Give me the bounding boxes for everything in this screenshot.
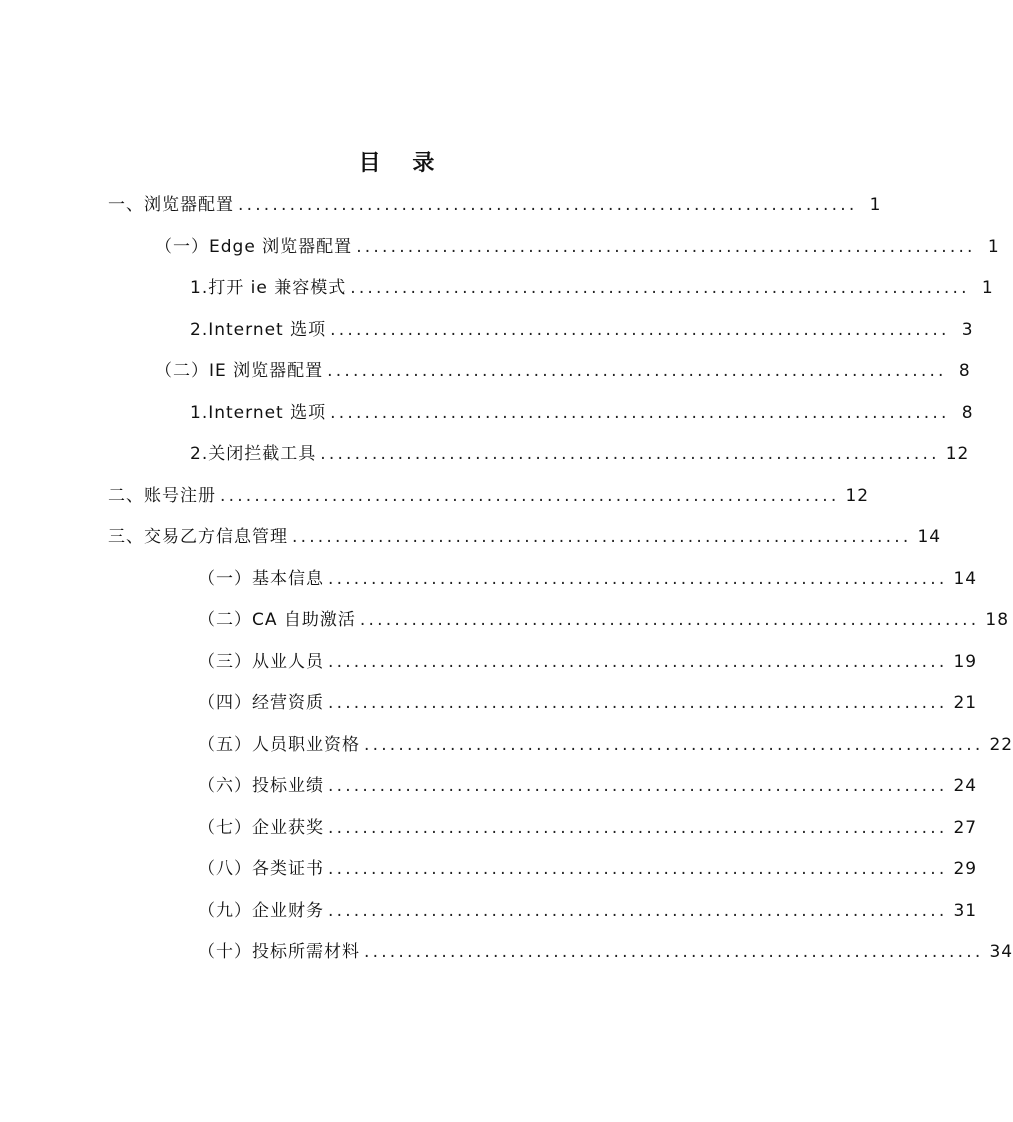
- toc-entry[interactable]: [0, 524, 942, 550]
- toc-entry[interactable]: [0, 234, 1000, 260]
- toc-leader-dots: ........................................................................: [320, 444, 940, 464]
- toc-entry-label: 1.Internet 选项: [190, 402, 327, 423]
- toc-entry-page: 12: [945, 444, 970, 464]
- toc-entry[interactable]: [0, 566, 978, 592]
- toc-entry-page: 8: [958, 361, 971, 381]
- toc-entry[interactable]: [0, 690, 978, 716]
- toc-entry-page: 14: [917, 527, 942, 547]
- toc-entry-label: （九）企业财务: [198, 900, 324, 921]
- toc-entry-label: （八）各类证书: [198, 859, 324, 879]
- toc-leader-dots: ........................................................................: [328, 817, 948, 838]
- toc-entry-page: 31: [953, 900, 978, 921]
- toc-leader-dots: ........................................................................: [364, 734, 984, 755]
- toc-entry[interactable]: [0, 773, 978, 799]
- toc-entry[interactable]: [0, 441, 970, 467]
- toc-entry[interactable]: [0, 856, 978, 882]
- toc-entry-page: 29: [953, 859, 978, 879]
- toc-entry-label: （四）经营资质: [198, 693, 324, 713]
- toc-entry-page: 22: [989, 734, 1013, 755]
- toc-entry-page: 27: [953, 817, 978, 838]
- toc-entry-label: （六）投标业绩: [198, 776, 324, 796]
- toc-leader-dots: ........................................................................: [292, 527, 912, 547]
- toc-entry-label: 一、浏览器配置: [108, 195, 234, 215]
- toc-entry-page: 12: [845, 485, 870, 506]
- toc-leader-dots: ........................................................................: [330, 319, 950, 340]
- toc-entry[interactable]: [0, 192, 882, 218]
- toc-entry-label: （一）Edge 浏览器配置: [155, 236, 353, 257]
- toc-entry[interactable]: [0, 275, 994, 301]
- toc-leader-dots: ........................................................................: [328, 776, 948, 796]
- toc-entry-label: （三）从业人员: [198, 651, 324, 672]
- toc-leader-dots: ........................................................................: [328, 693, 948, 713]
- toc-entry[interactable]: [0, 898, 978, 924]
- toc-entry-page: 34: [989, 942, 1013, 962]
- toc-entry[interactable]: [0, 358, 971, 384]
- toc-entry-page: 1: [869, 195, 882, 215]
- toc-leader-dots: ........................................................................: [330, 402, 950, 423]
- toc-entry-page: 1: [981, 278, 994, 298]
- toc-entry[interactable]: [0, 732, 1013, 758]
- toc-entry-page: 3: [961, 319, 974, 340]
- toc-entry-page: 1: [987, 236, 1000, 257]
- toc-entry-label: （二）IE 浏览器配置: [155, 361, 324, 381]
- toc-leader-dots: ........................................................................: [350, 278, 970, 298]
- toc-leader-dots: ........................................................................: [328, 651, 948, 672]
- toc-leader-dots: ........................................................................: [356, 236, 976, 257]
- toc-leader-dots: ........................................................................: [328, 859, 948, 879]
- toc-leader-dots: ........................................................................: [327, 361, 947, 381]
- toc-leader-dots: ........................................................................: [364, 942, 984, 962]
- toc-entry-page: 21: [953, 693, 978, 713]
- toc-entry[interactable]: [0, 607, 1010, 633]
- toc-entry[interactable]: [0, 400, 974, 426]
- toc-entry-label: （十）投标所需材料: [198, 942, 360, 962]
- toc-entry-page: 24: [953, 776, 978, 796]
- toc-leader-dots: ........................................................................: [328, 900, 948, 921]
- toc-entry[interactable]: [0, 649, 978, 675]
- toc-leader-dots: ........................................................................: [220, 485, 840, 506]
- toc-leader-dots: ........................................................................: [359, 610, 980, 630]
- toc-entry-page: 19: [953, 651, 978, 672]
- toc-entry-label: （二）CA 自助激活: [198, 610, 356, 630]
- toc-entry[interactable]: [0, 815, 978, 841]
- toc-entry-label: 1.打开 ie 兼容模式: [190, 278, 347, 298]
- toc-entry-page: 8: [961, 402, 974, 423]
- toc-leader-dots: ........................................................................: [328, 568, 948, 589]
- toc-leader-dots: ........................................................................: [238, 195, 858, 215]
- toc-entry-label: （一）基本信息: [198, 568, 324, 589]
- toc-entry-page: 14: [953, 568, 978, 589]
- toc-entry[interactable]: [0, 939, 1013, 965]
- toc-entry[interactable]: [0, 483, 870, 509]
- page-title: 目 录: [358, 151, 447, 176]
- toc-entry-label: 2.关闭拦截工具: [190, 444, 317, 464]
- toc-entry-label: 二、账号注册: [108, 485, 216, 506]
- toc-entry-page: 18: [985, 610, 1010, 630]
- toc-entry-label: 2.Internet 选项: [190, 319, 327, 340]
- toc-entry-label: （七）企业获奖: [198, 817, 324, 838]
- toc-entry-label: （五）人员职业资格: [198, 734, 360, 755]
- toc-entry-label: 三、交易乙方信息管理: [108, 527, 288, 547]
- toc-entry[interactable]: [0, 317, 974, 343]
